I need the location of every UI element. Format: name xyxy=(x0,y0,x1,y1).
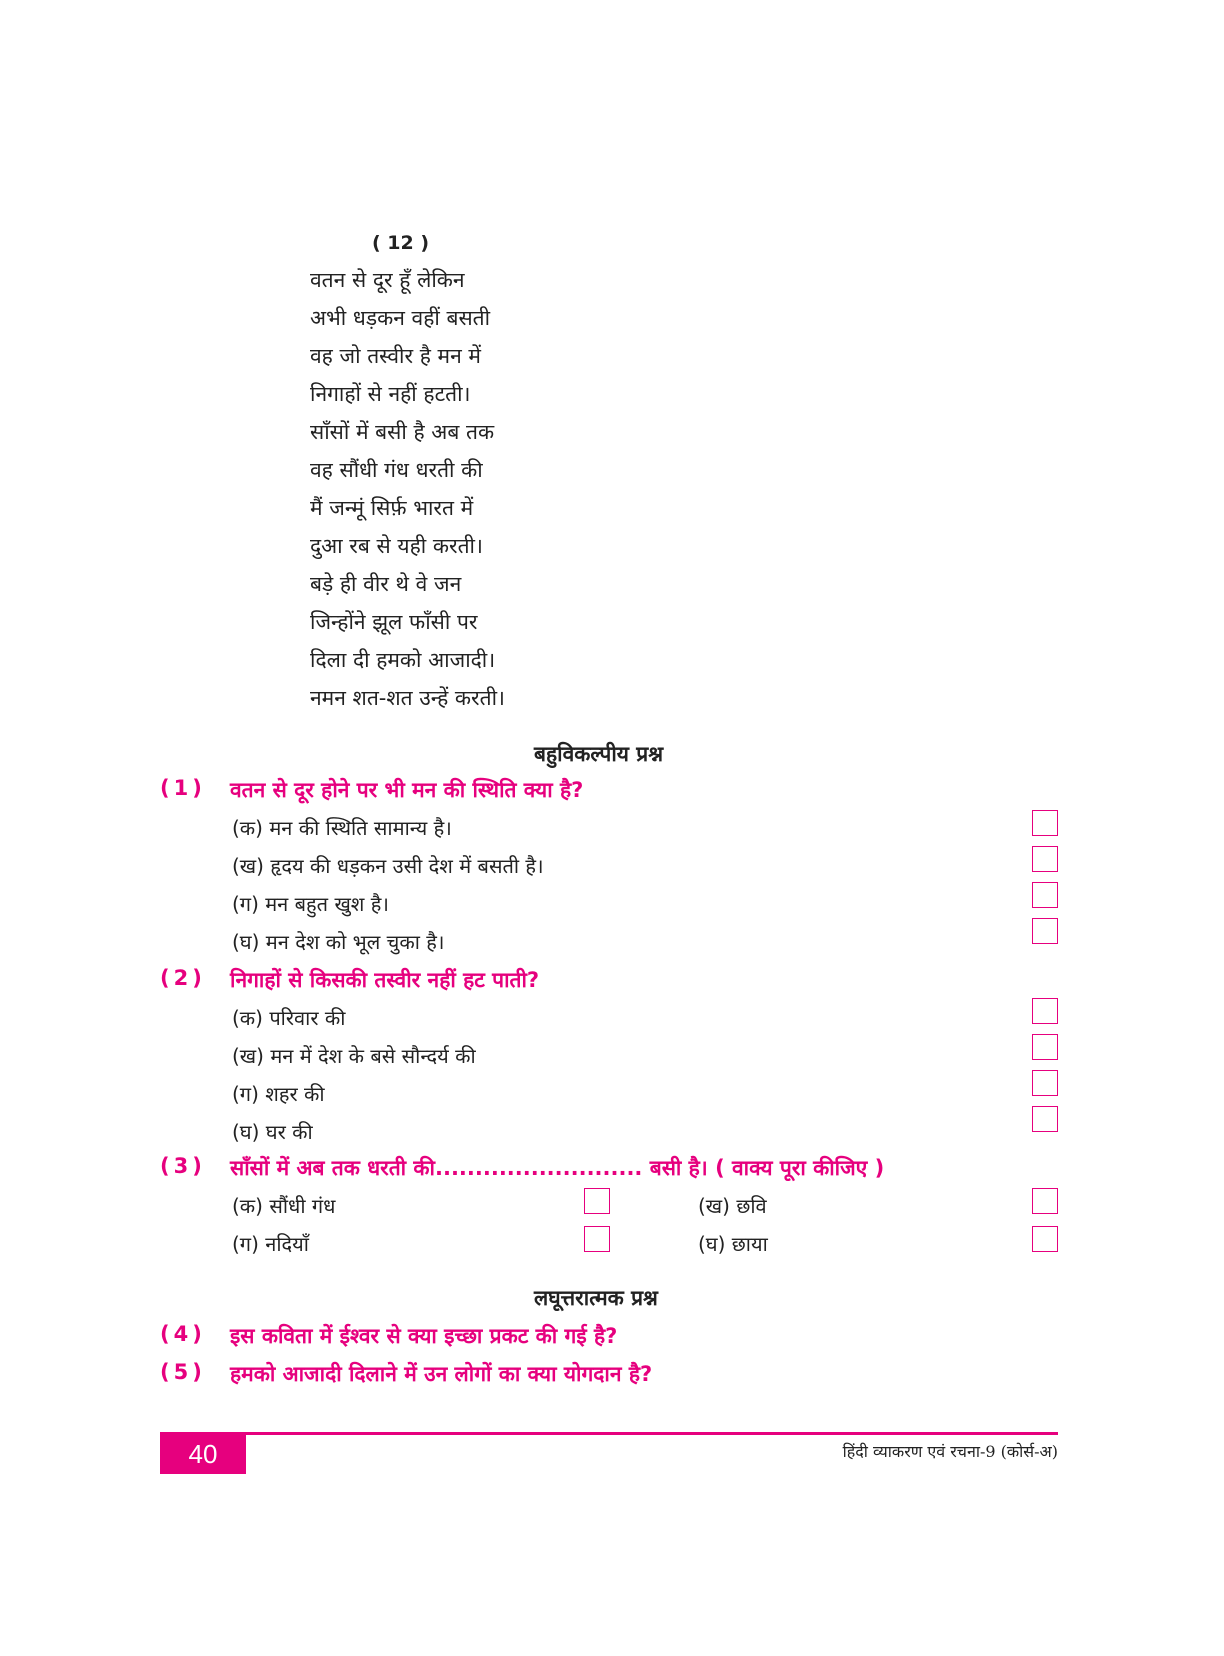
poem-line: बड़े ही वीर थे वे जन xyxy=(310,572,462,596)
option: (ग) मन बहुत खुश है। xyxy=(232,892,389,916)
question-text: निगाहों से किसकी तस्वीर नहीं हट पाती? xyxy=(230,968,540,992)
question-number: (1) xyxy=(160,776,206,800)
question-number: (3) xyxy=(160,1154,206,1178)
poem-line: निगाहों से नहीं हटती। xyxy=(310,382,471,406)
answer-checkbox[interactable] xyxy=(1032,1034,1058,1060)
poem-line: जिन्होंने झूल फाँसी पर xyxy=(310,610,478,634)
answer-checkbox[interactable] xyxy=(1032,1106,1058,1132)
mcq-heading: बहुविकल्पीय प्रश्न xyxy=(534,742,664,766)
answer-checkbox[interactable] xyxy=(1032,1070,1058,1096)
answer-checkbox[interactable] xyxy=(1032,998,1058,1024)
poem-line: दिला दी हमको आजादी। xyxy=(310,648,496,672)
book-title: हिंदी व्याकरण एवं रचना-9 (कोर्स-अ) xyxy=(842,1442,1058,1461)
question-text: साँसों में अब तक धरती की.......................... बसी है। ( वाक्य पूरा कीजिए ) xyxy=(230,1156,885,1180)
answer-checkbox[interactable] xyxy=(1032,1188,1058,1214)
option: (क) सौंधी गंध xyxy=(232,1194,336,1218)
answer-checkbox[interactable] xyxy=(1032,1226,1058,1252)
option: (ख) मन में देश के बसे सौन्दर्य की xyxy=(232,1044,476,1068)
question-text: हमको आजादी दिलाने में उन लोगों का क्या योगदान है? xyxy=(230,1362,653,1386)
question-number: (5) xyxy=(160,1360,206,1384)
option: (घ) मन देश को भूल चुका है। xyxy=(232,930,445,954)
poem-line: अभी धड़कन वहीं बसती xyxy=(310,306,491,330)
answer-checkbox[interactable] xyxy=(1032,810,1058,836)
poem-line: वतन से दूर हूँ लेकिन xyxy=(310,268,465,292)
poem-line: नमन शत-शत उन्हें करती। xyxy=(310,686,505,710)
option: (ख) छवि xyxy=(698,1194,767,1218)
option: (घ) छाया xyxy=(698,1232,768,1256)
option: (ग) शहर की xyxy=(232,1082,325,1106)
poem-line: मैं जन्मूं सिर्फ़ भारत में xyxy=(310,496,474,520)
poem-number: ( 12 ) xyxy=(372,232,430,254)
option: (क) मन की स्थिति सामान्य है। xyxy=(232,816,452,840)
option: (ख) हृदय की धड़कन उसी देश में बसती है। xyxy=(232,854,544,878)
option: (क) परिवार की xyxy=(232,1006,346,1030)
answer-checkbox[interactable] xyxy=(1032,846,1058,872)
poem-line: दुआ रब से यही करती। xyxy=(310,534,483,558)
poem-line: वह जो तस्वीर है मन में xyxy=(310,344,481,368)
poem-line: वह सौंधी गंध धरती की xyxy=(310,458,483,482)
short-answer-heading: लघूत्तरात्मक प्रश्न xyxy=(534,1286,658,1310)
answer-checkbox[interactable] xyxy=(1032,882,1058,908)
answer-checkbox[interactable] xyxy=(584,1188,610,1214)
footer-divider xyxy=(160,1432,1058,1435)
poem-line: साँसों में बसी है अब तक xyxy=(310,420,495,444)
answer-checkbox[interactable] xyxy=(584,1226,610,1252)
option: (ग) नदियाँ xyxy=(232,1232,309,1256)
option: (घ) घर की xyxy=(232,1120,313,1144)
question-number: (4) xyxy=(160,1322,206,1346)
question-text: इस कविता में ईश्वर से क्या इच्छा प्रकट की गई है? xyxy=(230,1324,618,1348)
answer-checkbox[interactable] xyxy=(1032,918,1058,944)
page-number: 40 xyxy=(160,1434,246,1474)
question-number: (2) xyxy=(160,966,206,990)
question-text: वतन से दूर होने पर भी मन की स्थिति क्या है? xyxy=(230,778,584,802)
